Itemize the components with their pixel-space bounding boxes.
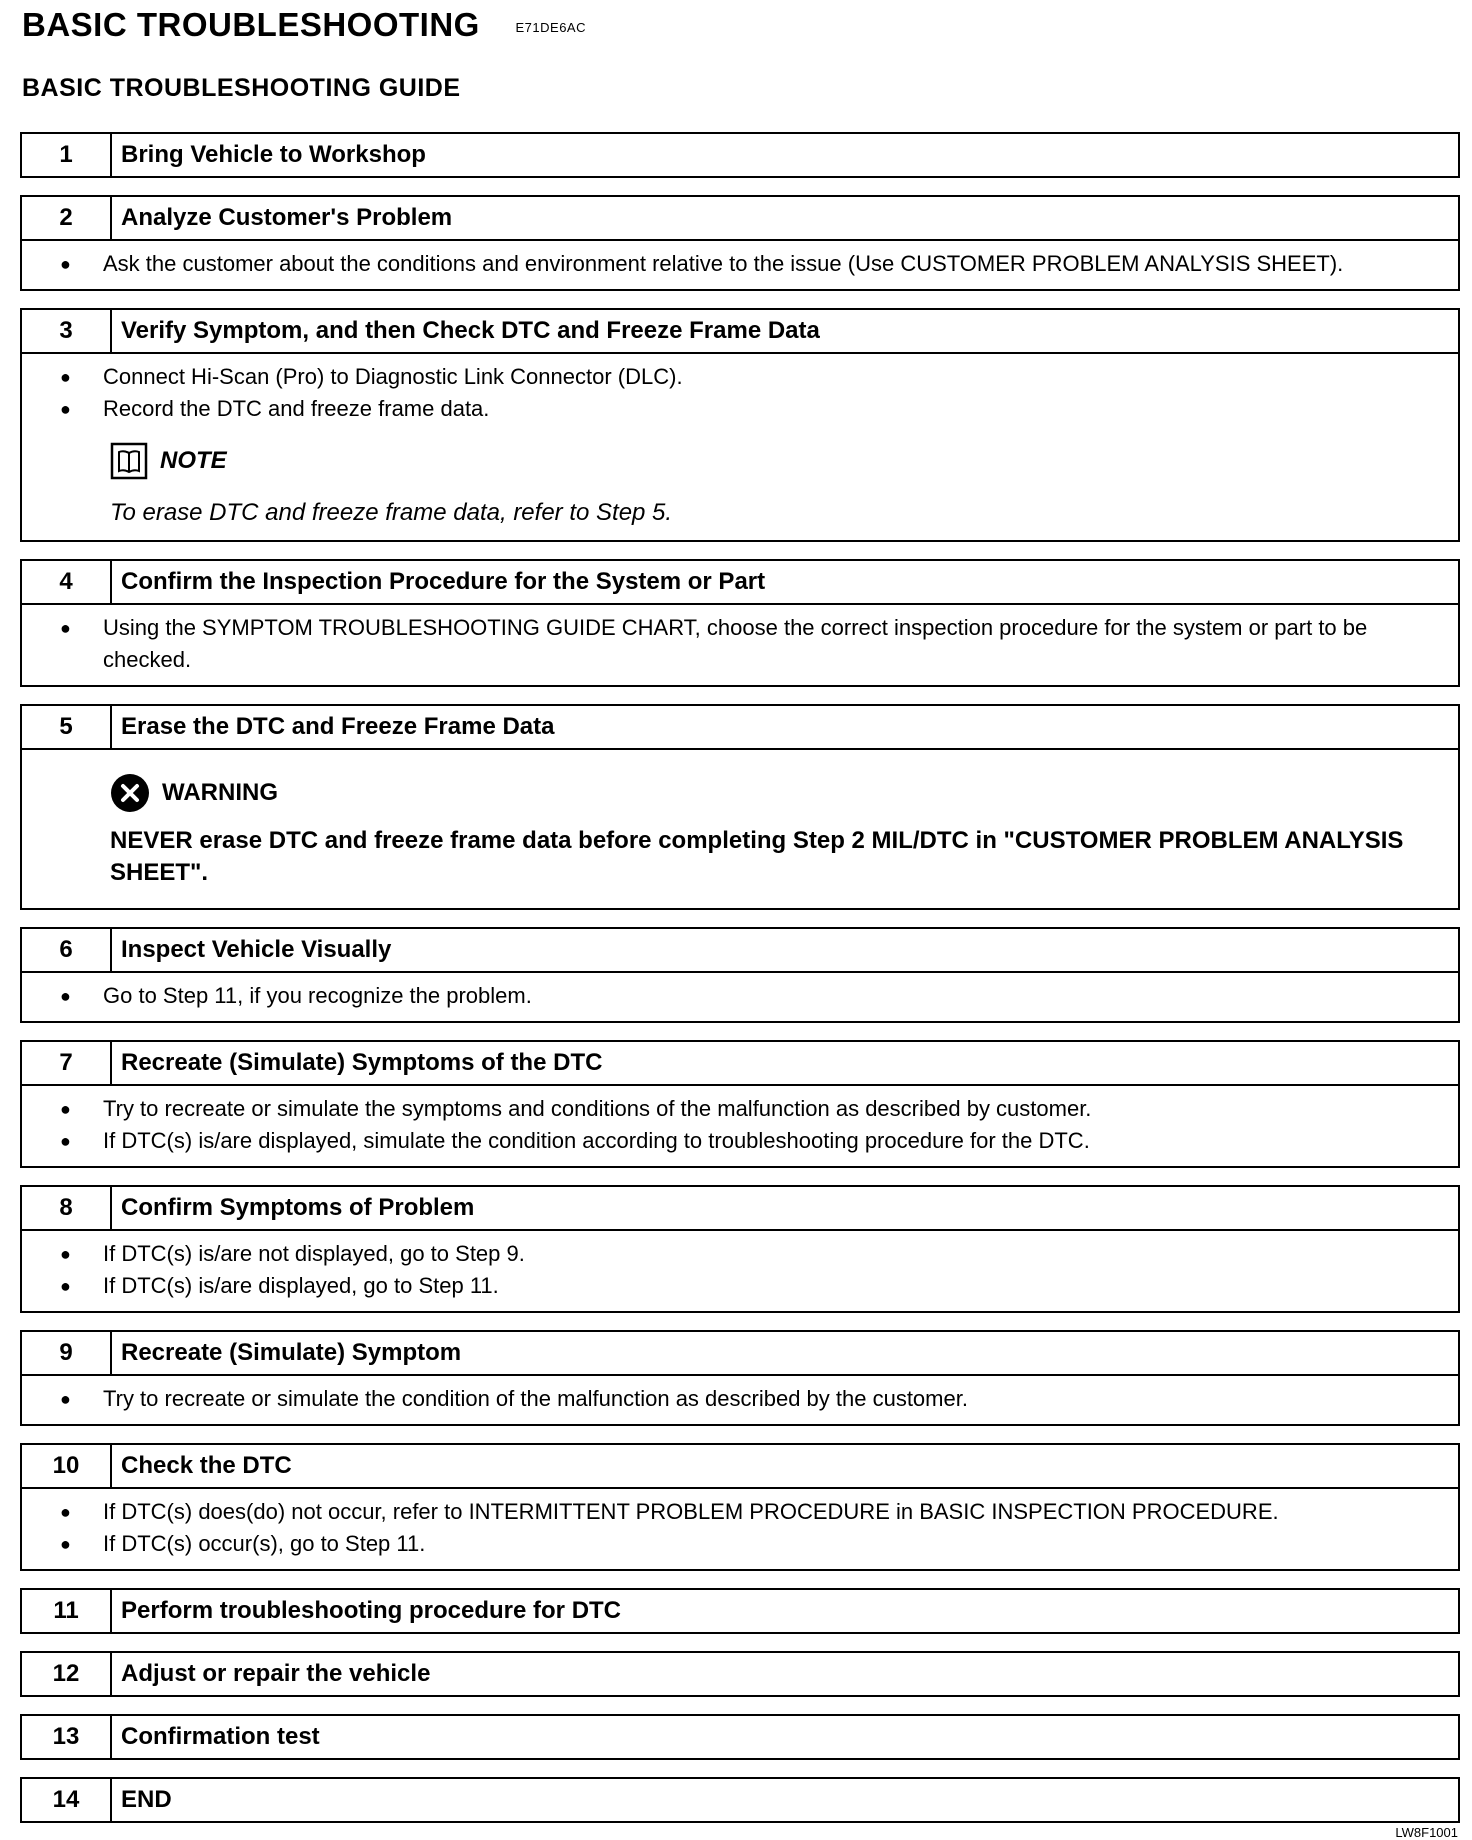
step-9 (20, 1330, 1460, 1426)
bullet-icon: ● (60, 367, 71, 387)
step-number: 2 (22, 197, 112, 239)
step-number: 13 (22, 1716, 112, 1758)
step-title: Verify Symptom, and then Check DTC and Freeze Frame Data (121, 317, 820, 344)
step-number: 12 (22, 1653, 112, 1695)
bullet-icon: ● (60, 1389, 71, 1409)
bullet-icon: ● (60, 1099, 71, 1119)
list-item (60, 393, 1442, 425)
list-item (60, 361, 1442, 393)
bullet-icon: ● (60, 1502, 71, 1522)
warning-header (110, 769, 1442, 817)
section-code: E71DE6AC (515, 19, 586, 35)
bullet-icon: ● (60, 254, 71, 274)
step-4 (20, 559, 1460, 687)
step-number: 4 (22, 561, 112, 603)
step-header (22, 1779, 1458, 1821)
list-item-text: If DTC(s) is/are displayed, go to Step 11. (103, 1273, 499, 1298)
step-number: 6 (22, 929, 112, 971)
step-number: 9 (22, 1332, 112, 1374)
step-header (22, 1445, 1458, 1487)
list-item (60, 980, 1442, 1012)
list-item (60, 1270, 1442, 1302)
list-item (60, 1528, 1442, 1560)
book-icon (110, 442, 148, 480)
list-item (60, 1125, 1442, 1157)
list-item (60, 248, 1442, 280)
page-title-text: BASIC TROUBLESHOOTING (22, 6, 480, 43)
step-title: Recreate (Simulate) Symptoms of the DTC (121, 1049, 603, 1076)
list-item-text: Ask the customer about the conditions and environment relative to the issue (Use CUSTOMER PROBLEM ANALYSIS SHEET). (103, 251, 1344, 276)
step-number: 10 (22, 1445, 112, 1487)
step-2 (20, 195, 1460, 291)
step-11 (20, 1588, 1460, 1634)
list-item-text: Try to recreate or simulate the symptoms and conditions of the malfunction as described by customer. (103, 1096, 1092, 1121)
list-item-text: Go to Step 11, if you recognize the problem. (103, 983, 532, 1008)
bullet-icon: ● (60, 399, 71, 419)
step-title: Confirm the Inspection Procedure for the System or Part (121, 568, 766, 595)
step-header (22, 1332, 1458, 1374)
note-text: To erase DTC and freeze frame data, refer to Step 5. (110, 499, 673, 526)
step-header (22, 1187, 1458, 1229)
step-7 (20, 1040, 1460, 1168)
step-title: Inspect Vehicle Visually (121, 936, 392, 963)
bullet-icon: ● (60, 618, 71, 638)
step-body (22, 1084, 1458, 1166)
step-1 (20, 132, 1460, 178)
note-label: NOTE (160, 447, 227, 474)
warning-label: WARNING (162, 779, 278, 806)
list-item-text: If DTC(s) is/are not displayed, go to Step 9. (103, 1241, 525, 1266)
step-body (22, 1487, 1458, 1569)
step-header (22, 310, 1458, 352)
step-6 (20, 927, 1460, 1023)
list-item-text: If DTC(s) does(do) not occur, refer to INTERMITTENT PROBLEM PROCEDURE in BASIC INSPECTION PROCEDURE. (103, 1499, 1279, 1524)
step-body (22, 1374, 1458, 1424)
step-header (22, 1653, 1458, 1695)
step-10 (20, 1443, 1460, 1571)
step-number: 7 (22, 1042, 112, 1084)
step-body (22, 352, 1458, 540)
step-body (22, 603, 1458, 685)
step-header (22, 1042, 1458, 1084)
list-item (60, 1496, 1442, 1528)
step-8 (20, 1185, 1460, 1313)
warning-text: NEVER erase DTC and freeze frame data before completing Step 2 MIL/DTC in "CUSTOMER PROBLEM ANALYSIS SHEET". (110, 827, 1404, 886)
step-header (22, 197, 1458, 239)
step-body (22, 1229, 1458, 1311)
step-title: Perform troubleshooting procedure for DTC (121, 1597, 622, 1624)
list-item-text: Try to recreate or simulate the condition of the malfunction as described by the customer. (103, 1386, 968, 1411)
steps-list (20, 132, 1460, 1840)
step-header (22, 134, 1458, 176)
list-item (60, 1383, 1442, 1415)
warning-x-icon (110, 773, 150, 813)
bullet-icon: ● (60, 1534, 71, 1554)
list-item-text: If DTC(s) is/are displayed, simulate the condition according to troubleshooting procedure for the DTC. (103, 1128, 1090, 1153)
bullet-icon: ● (60, 1244, 71, 1264)
step-body (22, 239, 1458, 289)
figure-code: LW8F1001 (1395, 1825, 1458, 1840)
step-title: Analyze Customer's Problem (121, 204, 453, 231)
step-header (22, 1590, 1458, 1632)
list-item (60, 612, 1442, 676)
step-number: 5 (22, 706, 112, 748)
step-title: Confirm Symptoms of Problem (121, 1194, 475, 1221)
note-block (60, 425, 1442, 531)
bullet-icon: ● (60, 986, 71, 1006)
step-body (22, 971, 1458, 1021)
list-item-text: Using the SYMPTOM TROUBLESHOOTING GUIDE CHART, choose the correct inspection procedure for the system or part to be checked. (103, 615, 1368, 672)
step-body (22, 748, 1458, 908)
step-title: Check the DTC (121, 1452, 292, 1479)
step-number: 8 (22, 1187, 112, 1229)
step-number: 11 (22, 1590, 112, 1632)
step-title: Adjust or repair the vehicle (121, 1660, 431, 1687)
step-title: END (121, 1786, 172, 1813)
step-title: Confirmation test (121, 1723, 320, 1750)
warning-block (60, 757, 1442, 899)
step-3 (20, 308, 1460, 542)
step-number: 14 (22, 1779, 112, 1821)
list-item-text: Record the DTC and freeze frame data. (103, 396, 490, 421)
step-number: 1 (22, 134, 112, 176)
step-header (22, 706, 1458, 748)
step-13 (20, 1714, 1460, 1760)
step-header (22, 561, 1458, 603)
list-item-text: Connect Hi-Scan (Pro) to Diagnostic Link Connector (DLC). (103, 364, 683, 389)
step-header (22, 1716, 1458, 1758)
bullet-icon: ● (60, 1131, 71, 1151)
step-12 (20, 1651, 1460, 1697)
step-title: Recreate (Simulate) Symptom (121, 1339, 462, 1366)
guide-subtitle: BASIC TROUBLESHOOTING GUIDE (22, 74, 461, 102)
step-14 (20, 1777, 1460, 1823)
list-item-text: If DTC(s) occur(s), go to Step 11. (103, 1531, 426, 1556)
page-title (22, 6, 586, 44)
step-number: 3 (22, 310, 112, 352)
list-item (60, 1093, 1442, 1125)
step-title: Bring Vehicle to Workshop (121, 141, 426, 168)
bullet-icon: ● (60, 1276, 71, 1296)
step-header (22, 929, 1458, 971)
list-item (60, 1238, 1442, 1270)
note-header (110, 437, 1442, 485)
step-5 (20, 704, 1460, 910)
step-title: Erase the DTC and Freeze Frame Data (121, 713, 555, 740)
